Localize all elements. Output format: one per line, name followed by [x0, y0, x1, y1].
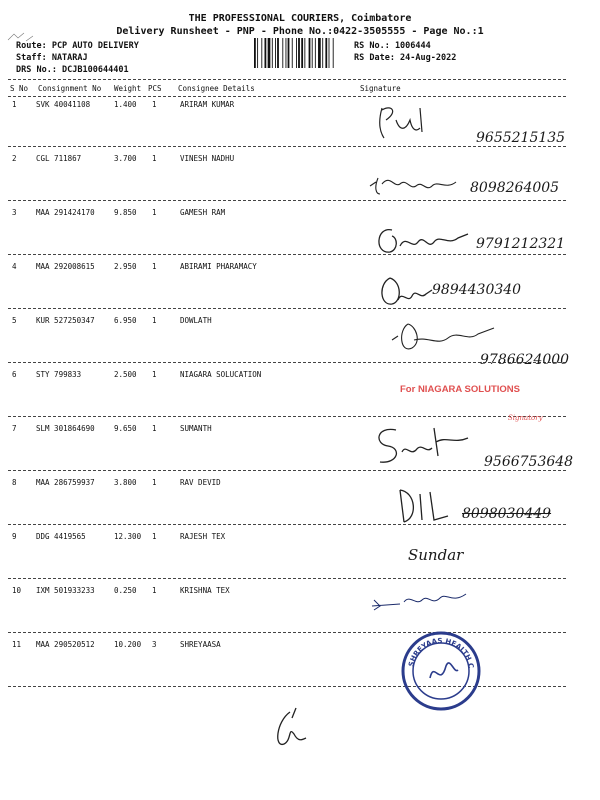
barcode-bar [282, 38, 283, 68]
cell-sno: 2 [12, 154, 17, 163]
cell-sno: 3 [12, 208, 17, 217]
phone-row-2: 8098264005 [470, 180, 560, 196]
row-divider [8, 632, 566, 633]
signature-row-1 [372, 102, 432, 142]
cell-consignee: RAV DEVID [180, 478, 221, 487]
phone-row-7: 9566753648 [484, 454, 574, 470]
cell-weight: 2.950 [114, 262, 137, 271]
cell-consignee: NIAGARA SOLUCATION [180, 370, 262, 379]
barcode-bar [254, 38, 256, 68]
phone-row-8: 8098030449 [462, 506, 552, 522]
signature-row-3 [372, 220, 472, 260]
signature-row-2 [366, 168, 462, 202]
cell-sno: 1 [12, 100, 17, 109]
niagara-stamp: For NIAGARA SOLUTIONS [400, 384, 520, 395]
barcode-bar [296, 38, 297, 68]
cell-sno: 9 [12, 532, 17, 541]
document-subtitle: Delivery Runsheet - PNP - Phone No.:0422-3505555 - Page No.:1 [116, 26, 484, 37]
cell-sno: 7 [12, 424, 17, 433]
barcode-bar [268, 38, 271, 68]
cell-sno: 10 [12, 586, 22, 595]
col-consignee: Consignee Details [178, 84, 255, 93]
phone-row-5: 9786624000 [480, 352, 570, 368]
cell-consignment: CGL 711867 [36, 154, 82, 163]
cell-weight: 1.400 [114, 100, 137, 109]
barcode-bar [333, 38, 334, 68]
rs-date: RS Date: 24-Aug-2022 [354, 53, 457, 63]
signature-row-4 [376, 272, 436, 310]
cell-consignee: DOWLATH [180, 316, 212, 325]
shreyaas-seal [400, 630, 482, 712]
cell-consignment: KUR 527250347 [36, 316, 95, 325]
cell-consignment: MAA 286759937 [36, 478, 95, 487]
col-sno: S No [10, 84, 29, 93]
row-divider [8, 308, 566, 309]
staff-label: Staff: NATARAJ [16, 53, 88, 63]
cell-pcs: 1 [152, 100, 157, 109]
barcode-bar [304, 38, 305, 68]
cell-pcs: 1 [152, 262, 157, 271]
signature-row-8 [390, 484, 450, 530]
header-divider-bottom [8, 96, 566, 97]
barcode-bar [286, 38, 287, 68]
cell-pcs: 1 [152, 424, 157, 433]
cell-consignment: SLM 301864690 [36, 424, 95, 433]
cell-consignment: DDG 4419565 [36, 532, 86, 541]
col-weight: Weight [114, 84, 142, 93]
cell-sno: 4 [12, 262, 17, 271]
phone-row-4: 9894430340 [432, 282, 522, 298]
barcode-bar [261, 38, 262, 68]
cell-pcs: 1 [152, 208, 157, 217]
cell-consignee: GAMESH RAM [180, 208, 226, 217]
row-divider [8, 686, 566, 687]
cell-consignee: SUMANTH [180, 424, 212, 433]
row-divider [8, 254, 566, 255]
cell-pcs: 1 [152, 478, 157, 487]
barcode-bar [292, 38, 293, 68]
barcode-bar [265, 38, 267, 68]
cell-sno: 11 [12, 640, 22, 649]
cell-consignee: ABIRAMI PHARAMACY [180, 262, 257, 271]
cell-pcs: 3 [152, 640, 157, 649]
svg-text:SHREYAAS HEALTH CARE: SHREYAAS HEALTH C [407, 636, 475, 669]
cell-weight: 9.850 [114, 208, 137, 217]
barcode-bar [272, 38, 273, 68]
cell-consignee: RAJESH TEX [180, 532, 226, 541]
signature-row-10 [370, 588, 470, 612]
cell-consignee: KRISHNA TEX [180, 586, 230, 595]
col-signature: Signature [360, 84, 401, 93]
cell-consignment: STY 799833 [36, 370, 82, 379]
route-label: Route: PCP AUTO DELIVERY [16, 41, 139, 51]
cell-pcs: 1 [152, 370, 157, 379]
phone-row-3: 9791212321 [476, 236, 566, 252]
cell-sno: 5 [12, 316, 17, 325]
barcode-image [254, 38, 354, 68]
row-divider [8, 416, 566, 417]
document-title: THE PROFESSIONAL COURIERS, Coimbatore [188, 13, 412, 24]
signature-row-7 [372, 422, 472, 472]
col-consignment: Consignment No [38, 84, 102, 93]
barcode-bar [322, 38, 323, 68]
cell-consignee: ARIRAM KUMAR [180, 100, 235, 109]
drs-number: DRS No.: DCJB100644401 [16, 65, 129, 75]
row-divider [8, 578, 566, 579]
cell-pcs: 1 [152, 586, 157, 595]
cell-pcs: 1 [152, 532, 157, 541]
bottom-initial-signature [270, 704, 310, 754]
cell-weight: 3.700 [114, 154, 137, 163]
cell-weight: 6.950 [114, 316, 137, 325]
rs-number: RS No.: 1006444 [354, 41, 431, 51]
sundar-signature: Sundar [408, 546, 464, 564]
row-divider [8, 524, 566, 525]
cell-consignment: MAA 291424170 [36, 208, 95, 217]
barcode-bar [329, 38, 330, 68]
cell-weight: 12.300 [114, 532, 142, 541]
cell-pcs: 1 [152, 154, 157, 163]
barcode-bar [298, 38, 300, 68]
barcode-bar [301, 38, 303, 68]
cell-weight: 9.650 [114, 424, 137, 433]
cell-sno: 8 [12, 478, 17, 487]
cell-consignment: SVK 40041108 [36, 100, 91, 109]
cell-consignment: IXM 501933233 [36, 586, 95, 595]
barcode-bar [318, 38, 321, 68]
seal-icon [400, 630, 482, 712]
row-divider [8, 470, 566, 471]
cell-consignment: MAA 292008615 [36, 262, 95, 271]
cell-sno: 6 [12, 370, 17, 379]
cell-consignee: VINESH NADHU [180, 154, 235, 163]
header-divider-top [8, 79, 566, 80]
barcode-bar [275, 38, 276, 68]
row-divider [8, 146, 566, 147]
barcode-bar [312, 38, 313, 68]
barcode-bar [277, 38, 279, 68]
col-pcs: PCS [148, 84, 162, 93]
cell-weight: 0.250 [114, 586, 137, 595]
barcode-bar [257, 38, 258, 68]
signatory-stamp: Signatory [508, 414, 543, 422]
cell-weight: 10.200 [114, 640, 142, 649]
barcode-bar [288, 38, 290, 68]
cell-pcs: 1 [152, 316, 157, 325]
phone-row-1: 9655215135 [476, 130, 566, 146]
cell-weight: 2.500 [114, 370, 137, 379]
cell-consignee: SHREYAASA [180, 640, 221, 649]
cell-consignment: MAA 290520512 [36, 640, 95, 649]
barcode-bar [325, 38, 327, 68]
barcode-bar [309, 38, 311, 68]
barcode-bar [315, 38, 316, 68]
row-divider [8, 200, 566, 201]
cell-weight: 3.800 [114, 478, 137, 487]
